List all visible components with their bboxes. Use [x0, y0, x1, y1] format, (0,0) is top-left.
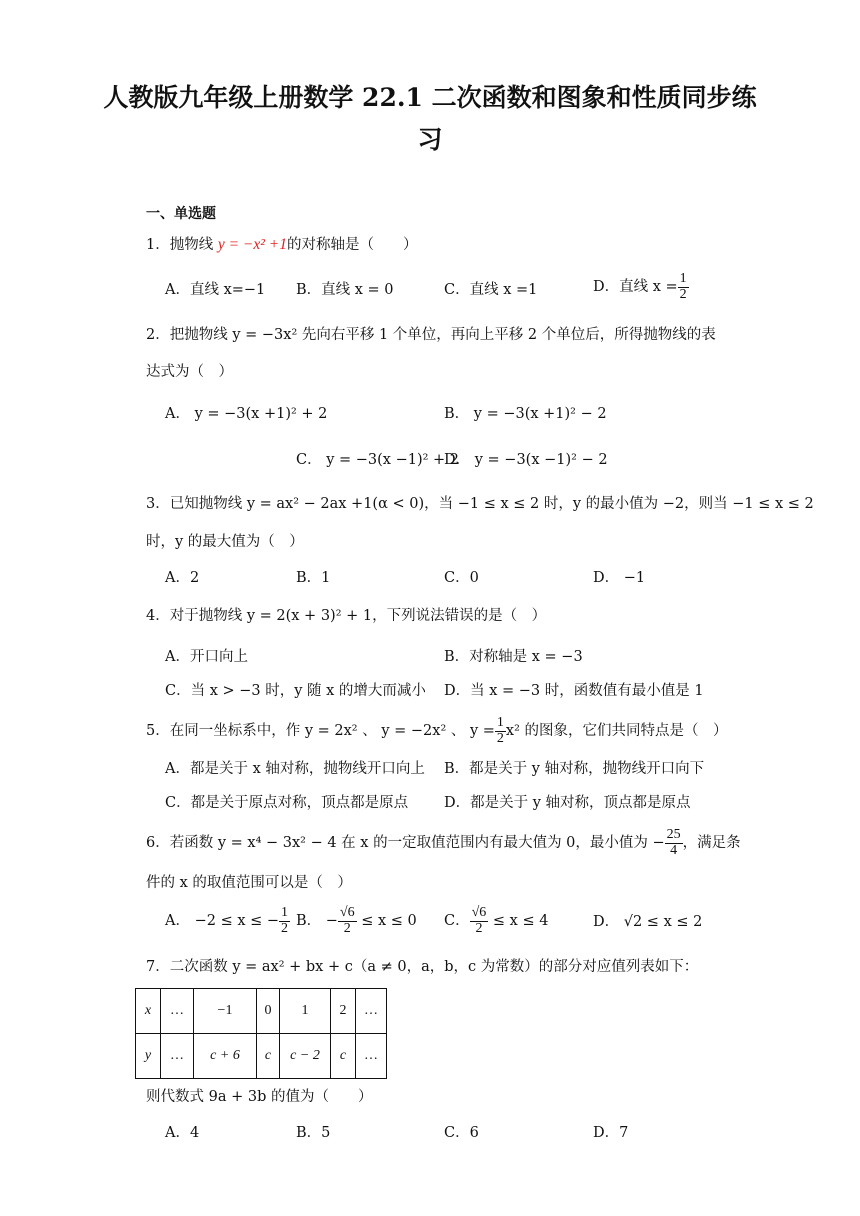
table-cell: c — [257, 1034, 280, 1079]
q4-stem: 4．对于抛物线 y = 2(x + 3)² + 1，下列说法错误的是（ ） — [146, 608, 547, 624]
q6-option-b: B． − $\frac{√6}{2}$ ≤ x ≤ 0 — [296, 905, 417, 936]
table-cell: c − 2 — [280, 1034, 331, 1079]
table-cell: 2 — [331, 989, 356, 1034]
table-cell: 0 — [257, 989, 280, 1034]
q2-stem-line1: 2．把抛物线 y = −3x² 先向右平移 1 个单位，再向上平移 2 个单位后，所得抛物线的表 — [146, 327, 716, 343]
table-row — [136, 989, 387, 1034]
q2-option-a: A． y = −3(x +1)² + 2 — [165, 406, 328, 422]
q6-stem-line1: 6．若函数 y = x⁴ − 3x² − 4 在 x 的一定取值范围内有最大值为 0，最小值为 − $\frac{25}{4}$ ，满足条 — [146, 827, 741, 858]
q1-option-b: B．直线 x = 0 — [296, 282, 394, 298]
table-cell: … — [356, 989, 387, 1034]
table-cell: … — [161, 1034, 194, 1079]
q1-option-d: D．直线 x = $\frac{1}{2}$ — [593, 271, 687, 302]
q1-equation: y = −x² +1 — [217, 236, 288, 253]
q5-option-c: C．都是关于原点对称，顶点都是原点 — [165, 795, 409, 811]
q1-option-a: A．直线 x=−1 — [165, 282, 266, 298]
q7-option-d: D．7 — [593, 1125, 629, 1141]
q3-option-d: D． −1 — [593, 570, 646, 586]
q7-question: 则代数式 9a + 3b 的值为（ ） — [146, 1089, 373, 1105]
q2-option-d: D． y = −3(x −1)² − 2 — [444, 452, 608, 468]
q3-option-c: C．0 — [444, 570, 479, 586]
q7-option-c: C．6 — [444, 1125, 479, 1141]
q5-option-b: B．都是关于 y 轴对称，抛物线开口向下 — [444, 761, 705, 777]
q4-option-b: B．对称轴是 x = −3 — [444, 649, 583, 665]
q5-fraction: $\frac{1}{2}$ — [496, 715, 504, 746]
q2-option-b: B． y = −3(x +1)² − 2 — [444, 406, 607, 422]
section-heading: 一、单选题 — [146, 206, 216, 222]
table-cell: c — [331, 1034, 356, 1079]
q7-option-b: B．5 — [296, 1125, 331, 1141]
q7-stem: 7．二次函数 y = ax² + bx + c（a ≠ 0，a，b，c 为常数）的部分对应值列表如下： — [146, 959, 699, 975]
q5-stem: 5．在同一坐标系中，作 y = 2x² 、 y = −2x² 、 y = $\frac{1}{2}$ x² 的图象，它们共同特点是（ ） — [146, 715, 728, 746]
doc-title-line1: 人教版九年级上册数学 22.1 二次函数和图象和性质同步练 — [103, 83, 757, 112]
q6-option-a: A． −2 ≤ x ≤ − $\frac{1}{2}$ — [165, 905, 289, 936]
q1-stem: 1．抛物线 y = −x² +1的对称轴是（ ） — [146, 236, 418, 253]
q3-option-a: A．2 — [165, 570, 200, 586]
q4-option-a: A．开口向上 — [165, 649, 248, 665]
doc-title-line2: 习 — [417, 125, 443, 154]
q3-stem-line1: 3．已知抛物线 y = ax² − 2ax +1(α < 0)，当 −1 ≤ x ≤ 2 时，y 的最小值为 −2，则当 −1 ≤ x ≤ 2 — [146, 496, 814, 512]
q4-option-d: D．当 x = −3 时，函数值有最小值是 1 — [444, 683, 704, 699]
table-cell: … — [356, 1034, 387, 1079]
table-cell: −1 — [194, 989, 257, 1034]
q6-fraction: $\frac{25}{4}$ — [666, 827, 681, 858]
q7-value-table — [135, 988, 387, 1079]
q3-stem-line2: 时，y 的最大值为（ ） — [146, 534, 304, 550]
table-cell: y — [136, 1034, 161, 1079]
q5-option-d: D．都是关于 y 轴对称，顶点都是原点 — [444, 795, 691, 811]
q2-option-c: C． y = −3(x −1)² + 2 — [296, 452, 460, 468]
q1-option-c: C．直线 x =1 — [444, 282, 538, 298]
table-cell: c + 6 — [194, 1034, 257, 1079]
q6-option-c: C． $\frac{√6}{2}$ ≤ x ≤ 4 — [444, 905, 549, 936]
q6-option-d: D． √2 ≤ x ≤ 2 — [593, 914, 703, 930]
table-row — [136, 1034, 387, 1079]
table-cell: … — [161, 989, 194, 1034]
table-cell: x — [136, 989, 161, 1034]
q7-option-a: A．4 — [165, 1125, 200, 1141]
q2-stem-line2: 达式为（ ） — [146, 364, 233, 380]
table-cell: 1 — [280, 989, 331, 1034]
q1-d-fraction: $\frac{1}{2}$ — [679, 271, 687, 302]
q4-option-c: C．当 x > −3 时，y 随 x 的增大而减小 — [165, 683, 426, 699]
q5-option-a: A．都是关于 x 轴对称，抛物线开口向上 — [165, 761, 425, 777]
q3-option-b: B．1 — [296, 570, 331, 586]
q6-stem-line2: 件的 x 的取值范围可以是（ ） — [146, 875, 352, 891]
